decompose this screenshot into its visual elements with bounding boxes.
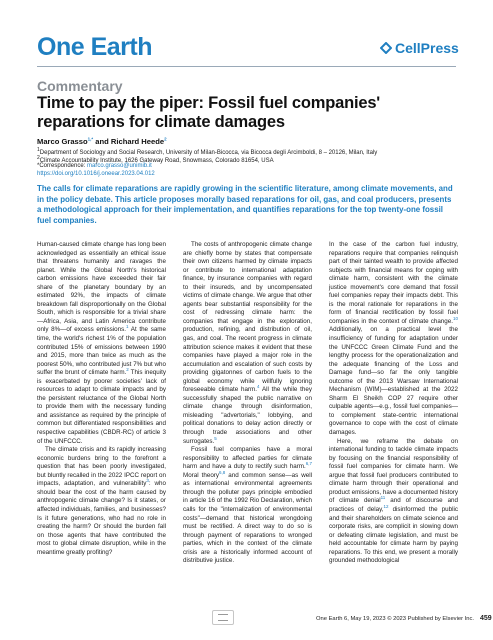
paragraph: In the case of the carbon fuel industry, reparations require that companies relinquish part of their tainted wealth to provide affected subjects with financial means for coping with climate harm, consistent with the climate justice movement's core demand that fossil fuel companies repay their impacts debt. This is the moral rationale for reparations in the form of financial rectification by fossil fuel companies in the context of climate change.$^{10}$ Additionally, on a practical level the insufficiency of funding for adaptation under the UNFCCC Green Climate Fund and the lengthy process for the operationalization and the adequate financing of the Loss and Damage fund—so far the only tangible outcome of the 2013 Warsaw International Mechanism (WIM)—established at the 2022 Sharm El Sheikh COP 27 require other culpable agents—e.g., fossil fuel companies—to complement state-centric international governance to cope with the cost of climate damages. xyxy=(329,241,458,437)
cellpress-icon xyxy=(380,42,392,54)
affiliation-1: $^1$Department of Sociology and Social Research, University of Milan-Bicocca, via Bicocca degli Arcimboldi, 8 – 20126, Milan, Italy xyxy=(37,147,378,156)
paragraph: The costs of anthropogenic climate change are chiefly borne by states that compensate their own citizens harmed by climate impacts or contribute to international adaptation finance, by insurance companies with regard to their insureds, and by uncompensated victims of climate change. We argue that other agents bear substantial responsibility for the cost of redressing climate harm: the companies that engage in the exploration, production, refining, and distribution of oil, gas, and coal. The recent progress in climate attribution science makes it evident that these companies have played a major role in the accumulation and escalation of such costs by providing gigatonnes of carbon fuels to the global economy while willfully ignoring foreseeable climate harm.$^4$ All the while they successfully shaped the public narrative on climate change through disinformation, misleading "advertorials," lobbying, and political donations to delay action directly or through trade associations and other surrogates.$^5$ xyxy=(183,241,312,445)
author-join: and xyxy=(93,137,111,146)
journal-title: One Earth xyxy=(37,33,152,61)
publisher-name: CellPress xyxy=(395,40,459,56)
check-for-updates-icon[interactable] xyxy=(212,610,234,625)
correspondence: *Correspondence: marco.grasso@unimib.it xyxy=(37,163,152,169)
paragraph: The climate crisis and its rapidly increasing economic burdens bring to the forefront a question that has been poorly investigated, but bluntly recalled in the 2022 IPCC report on impacts, adaptation, and vulnerability$^3$: who should bear the cost of the harm caused by anthropogenic climate change? Is it states, or affected individuals, families, and businesses? Is it future generations, who had no role in creating the harm? Or should the burden fall on those agents that have contributed the most to global climate disruption, while in the meantime greatly profiting? xyxy=(37,446,166,556)
correspondence-email-link[interactable]: marco.grasso@unimib.it xyxy=(87,163,152,169)
body-column-1 xyxy=(37,241,166,557)
author-name: Marco Grasso xyxy=(37,137,88,146)
paragraph: Fossil fuel companies have a moral responsibility to affected parties for climate harm and have a duty to rectify such harm.$^{6,7}$ Moral theory$^{6,8}$ and common sense—as well as international environmental agreements through the polluter pays principle embodied in article 16 of the 1992 Rio Declaration, which calls for the "internalization of environmental costs"—demand that historical wrongdoing must be rectified. A direct way to do so is through payment of reparations to wronged parties, which in the context of the climate crisis are a historically informed account of distributive justice. xyxy=(183,446,312,565)
article-title: Time to pay the piper: Fossil fuel companies' reparations for climate damages xyxy=(37,94,381,131)
author-mark-2: 2 xyxy=(164,136,167,142)
author-mark: 1,* xyxy=(87,136,94,142)
abstract: The calls for climate reparations are rapidly growing in the scientific literature, among climate movements, and in the policy debate. This article proposes morally based reparations for oil, gas, and coal producers, presents a methodological approach for their implementation, and quantifies reparations for the top twenty-one fossil fuel companies. xyxy=(37,184,453,225)
body-column-2 xyxy=(183,241,312,566)
article-section: Commentary xyxy=(37,78,123,94)
page-footer xyxy=(316,615,492,622)
body-column-3 xyxy=(329,241,458,566)
paragraph: Human-caused climate change has long been acknowledged as essentially an ethical issue that threatens humanity and ravages the planet. While the Global North's historical carbon emissions have exceeded their fair share of the planetary boundary by an estimated 92%, the impacts of climate breakdown fall disproportionally on the Global South, which is responsible for a trivial share—Africa, Asia, and Latin America contribute only 8%—of excess emissions.$^1$ At the same time, the world's richest 1% of the population contributed 15% of emissions between 1990 and 2015, more than twice as much as the poorest 50%, who contributed just 7% but who suffer the brunt of climate harm.$^2$ This inequity is exacerbated by poorer societies' lack of resources to adapt to climate impacts and by the persistent reluctance of the Global North to provide them with the necessary funding and assistance as required by the principle of common but differentiated responsibilities and respective capabilities (CBDR-RC) of article 3 of the UNFCCC. xyxy=(37,241,166,445)
cellpress-logo[interactable] xyxy=(380,40,459,56)
author-line xyxy=(37,137,167,146)
footer-citation: One Earth 6, May 19, 2023 © 2023 Published by Elsevier Inc. xyxy=(316,616,474,622)
author-name-2: Richard Heede xyxy=(110,137,165,146)
header-divider xyxy=(37,66,456,67)
page-number: 459 xyxy=(479,615,492,622)
doi-link[interactable]: https://doi.org/10.1016/j.oneear.2023.04.012 xyxy=(37,171,155,177)
doi xyxy=(37,171,477,179)
affiliation-2: $^2$Climate Accountability Institute, 1626 Gateway Road, Snowmass, Colorado 81654, USA xyxy=(37,155,274,164)
paragraph: Here, we reframe the debate on international funding to tackle climate impacts by focusing on the financial responsibility of fossil fuel companies for climate harm. We argue that fossil fuel producers contributed to climate harm through their operational and product emissions, have a documented history of climate denial$^{11}$ and of discourse and practices of delay,$^{12}$ disinformed the public and their shareholders on climate science and corporate risks, are complicit in slowing down or defeating climate legislation, and must be held accountable for climate harm by paying reparations. To this end, we present a morally grounded methodological xyxy=(329,437,459,565)
